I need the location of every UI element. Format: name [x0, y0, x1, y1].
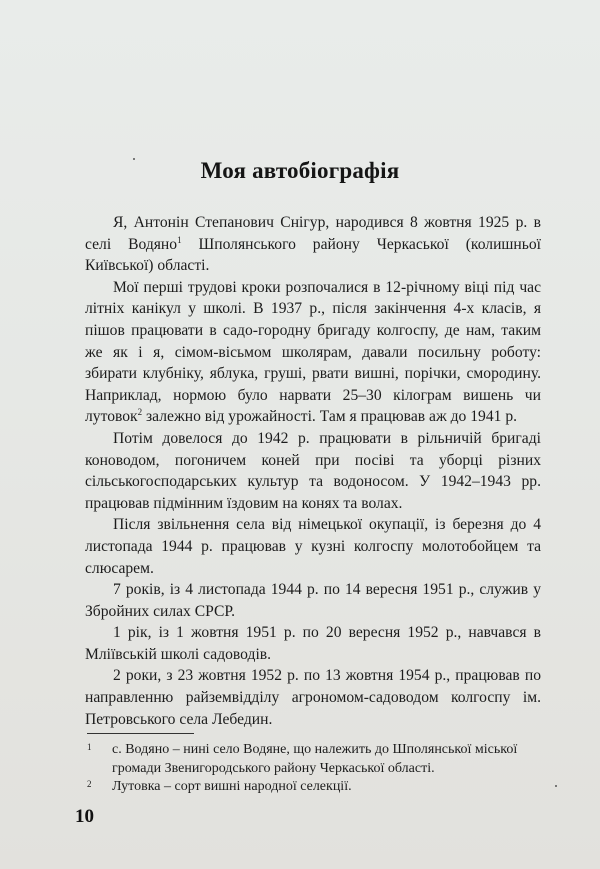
footnote-number: 2	[87, 779, 92, 789]
footnote-text: с. Водяно – нині село Водяне, що належить до Шполянської міської громади Звенигородського району Черкаської області.	[112, 742, 518, 776]
paragraph-text: Мої перші трудові кроки розпочалися в 12-річному віці під час літніх канікул у школі. В 1937 р., після закінчення 4-х класів, я пішов працювати в садо-городну бригаду колгоспу, де нам, таким же як і я, сімом-вісьмом школярам, давали посильну роботу: збирати клубніку, яблука, груші, рвати вишні, порічки, смородину. Наприклад, нормою було нарвати 25–30 кілограм вишень чи лутовок	[85, 278, 541, 426]
paragraph-field-brigade: Потім довелося до 1942 р. працювати в рільничій бригаді коноводом, погоничем коней при посіві та уборці різних сільськогосподарських культур та водоносом. У 1942–1943 рр. працював підмінним їздовим на конях та волах.	[85, 429, 541, 512]
footnote-number: 1	[87, 742, 92, 752]
paragraph-text: Я, Антонін Степанович Снігур, народився 8 жовтня 1925 р. в селі Водяно	[85, 214, 541, 253]
footnote-ref-1[interactable]: 1	[177, 234, 182, 245]
paragraph-first-work	[85, 277, 541, 428]
footnote-divider	[87, 733, 194, 734]
paragraph-text: залежно від урожайності. Там я працював аж до 1941 р.	[142, 408, 518, 426]
footnote-2	[87, 778, 542, 797]
paragraph-text: Шполянського району Черкаської (колишньої Київської) області.	[85, 235, 542, 275]
footnote-1	[87, 741, 542, 778]
paper-speck	[555, 785, 557, 787]
paragraph-agronomist: 2 роки, з 23 жовтня 1952 р. по 13 жовтня 1954 р., працював по направленню райземвідділу агрономом-садоводом колгоспу ім. Петровського села Лебедин.	[85, 667, 541, 728]
chapter-title: Моя автобіографія	[200, 158, 400, 184]
footnotes	[87, 741, 542, 797]
paragraph-smithy: Після звільнення села від німецької окупації, із березня до 4 листопада 1944 р. працював у кузні колгоспу молотобойцем та слюсарем.	[85, 516, 541, 577]
paragraph-school: 1 рік, із 1 жовтня 1951 р. по 20 вересня 1952 р., навчався в Мліївській школі садоводів.	[85, 624, 541, 663]
paragraph-birth	[85, 212, 541, 277]
footnote-text: Лутовка – сорт вишні народної селекції.	[112, 779, 352, 794]
body-text	[85, 212, 541, 730]
footnote-ref-2[interactable]: 2	[137, 407, 143, 418]
paragraph-army: 7 років, із 4 листопада 1944 р. по 14 вересня 1951 р., служив у Збройних силах СРСР.	[85, 581, 541, 620]
page-number: 10	[75, 806, 94, 827]
